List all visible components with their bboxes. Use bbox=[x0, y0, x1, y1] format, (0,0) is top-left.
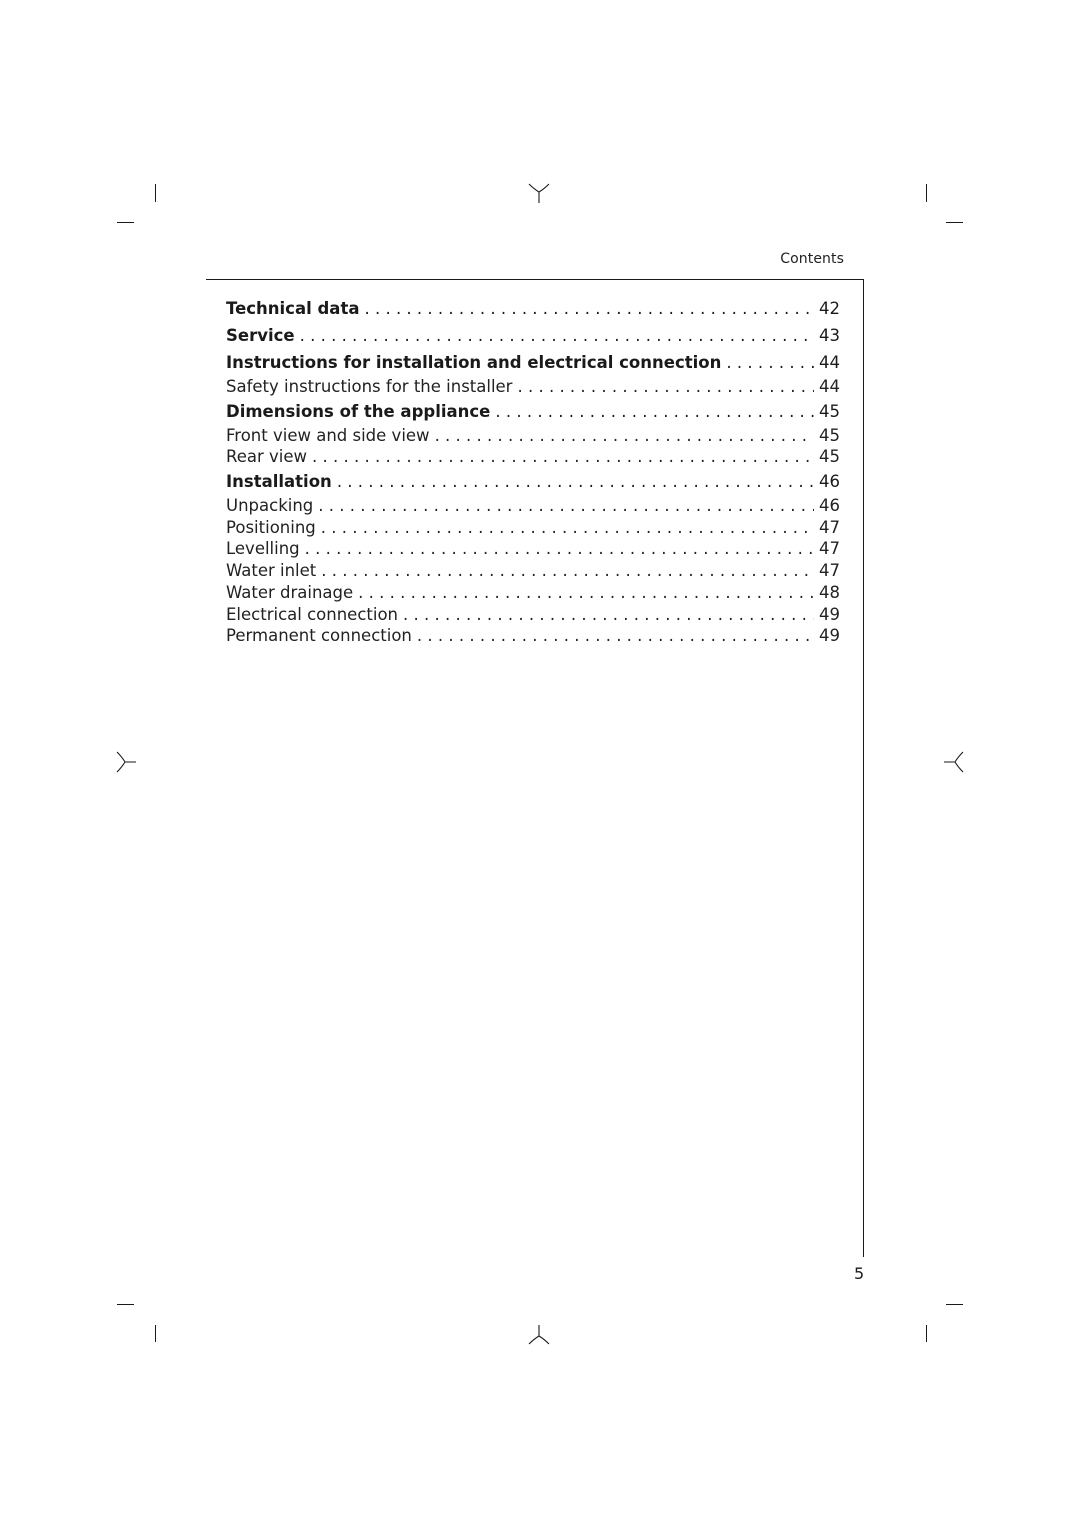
toc-entry-page: 44 bbox=[819, 377, 840, 396]
toc-subentry bbox=[226, 425, 840, 447]
dot-leader bbox=[517, 376, 814, 398]
dot-leader bbox=[358, 582, 814, 604]
crop-mark-bottom-right-horizontal bbox=[946, 1304, 963, 1305]
toc-entry-title: Electrical connection bbox=[226, 604, 398, 624]
dot-leader bbox=[337, 468, 814, 495]
toc-entry-page: 46 bbox=[819, 496, 840, 516]
toc-entry-title: Water drainage bbox=[226, 582, 354, 602]
dot-leader bbox=[321, 560, 814, 582]
toc-entry-title: Permanent connection bbox=[226, 626, 412, 646]
toc-heading-entry bbox=[226, 295, 840, 322]
toc-entry-title: Front view and side view bbox=[226, 425, 430, 445]
toc-subentry bbox=[226, 538, 840, 560]
toc-entry-page: 45 bbox=[819, 401, 840, 421]
dot-leader bbox=[726, 349, 814, 376]
dot-leader bbox=[305, 538, 814, 560]
dot-leader bbox=[321, 517, 814, 539]
registration-mark-left-middle bbox=[116, 751, 136, 773]
toc-subentry bbox=[226, 582, 840, 604]
dot-leader bbox=[435, 425, 814, 447]
toc-entry-title: Instructions for installation and electrical connection bbox=[226, 353, 722, 372]
toc-entry-title: Service bbox=[226, 326, 295, 345]
toc-heading-entry bbox=[226, 468, 840, 495]
dot-leader bbox=[403, 604, 814, 626]
crop-mark-bottom-left-vertical bbox=[155, 1325, 156, 1342]
dot-leader bbox=[300, 322, 814, 349]
toc-subentry bbox=[226, 604, 840, 626]
toc-subentry bbox=[226, 517, 840, 539]
header-rule bbox=[206, 279, 864, 280]
toc-entry-page: 42 bbox=[819, 299, 840, 318]
page-number: 5 bbox=[854, 1264, 865, 1283]
toc-entry-title: Safety instructions for the installer bbox=[226, 377, 513, 396]
dot-leader bbox=[495, 398, 814, 425]
toc-subentry bbox=[226, 560, 840, 582]
toc-entry-page: 45 bbox=[819, 425, 840, 445]
toc-entry-title: Technical data bbox=[226, 299, 360, 318]
dot-leader bbox=[312, 446, 814, 468]
toc-heading-entry bbox=[226, 322, 840, 349]
toc-entry-title: Water inlet bbox=[226, 561, 317, 581]
registration-mark-right-middle bbox=[944, 751, 964, 773]
dot-leader bbox=[364, 295, 814, 322]
registration-mark-bottom-center bbox=[528, 1325, 550, 1345]
toc-entry-page: 47 bbox=[819, 539, 840, 559]
crop-mark-top-right-horizontal bbox=[946, 222, 963, 223]
toc-subentry bbox=[226, 495, 840, 517]
crop-mark-top-left-horizontal bbox=[117, 222, 134, 223]
toc-heading-entry bbox=[226, 398, 840, 425]
dot-leader bbox=[318, 495, 814, 517]
toc-subentry bbox=[226, 446, 840, 468]
toc-entry-page: 47 bbox=[819, 561, 840, 581]
toc-entry-page: 46 bbox=[819, 472, 840, 492]
crop-mark-top-right-vertical bbox=[926, 184, 927, 202]
toc-heading-entry bbox=[226, 349, 840, 376]
toc-entry-page: 47 bbox=[819, 517, 840, 537]
toc-entry-title: Rear view bbox=[226, 447, 308, 467]
toc-entry-page: 44 bbox=[819, 353, 840, 372]
crop-mark-bottom-right-vertical bbox=[926, 1325, 927, 1342]
crop-mark-top-left-vertical bbox=[155, 184, 156, 202]
table-of-contents bbox=[226, 295, 840, 647]
margin-rule bbox=[863, 279, 864, 1257]
registration-mark-top-center bbox=[528, 183, 550, 203]
toc-entry-title: Dimensions of the appliance bbox=[226, 401, 491, 421]
toc-subentry bbox=[226, 376, 840, 398]
crop-mark-bottom-left-horizontal bbox=[117, 1304, 134, 1305]
toc-entry-page: 49 bbox=[819, 604, 840, 624]
running-header-section: Contents bbox=[780, 251, 844, 267]
dot-leader bbox=[417, 625, 814, 647]
toc-entry-page: 43 bbox=[819, 326, 840, 345]
toc-subentry bbox=[226, 625, 840, 647]
toc-entry-page: 45 bbox=[819, 447, 840, 467]
toc-entry-title: Unpacking bbox=[226, 496, 314, 516]
toc-entry-title: Installation bbox=[226, 472, 332, 492]
toc-entry-title: Levelling bbox=[226, 539, 300, 559]
toc-entry-page: 48 bbox=[819, 582, 840, 602]
toc-entry-page: 49 bbox=[819, 626, 840, 646]
toc-entry-title: Positioning bbox=[226, 517, 316, 537]
